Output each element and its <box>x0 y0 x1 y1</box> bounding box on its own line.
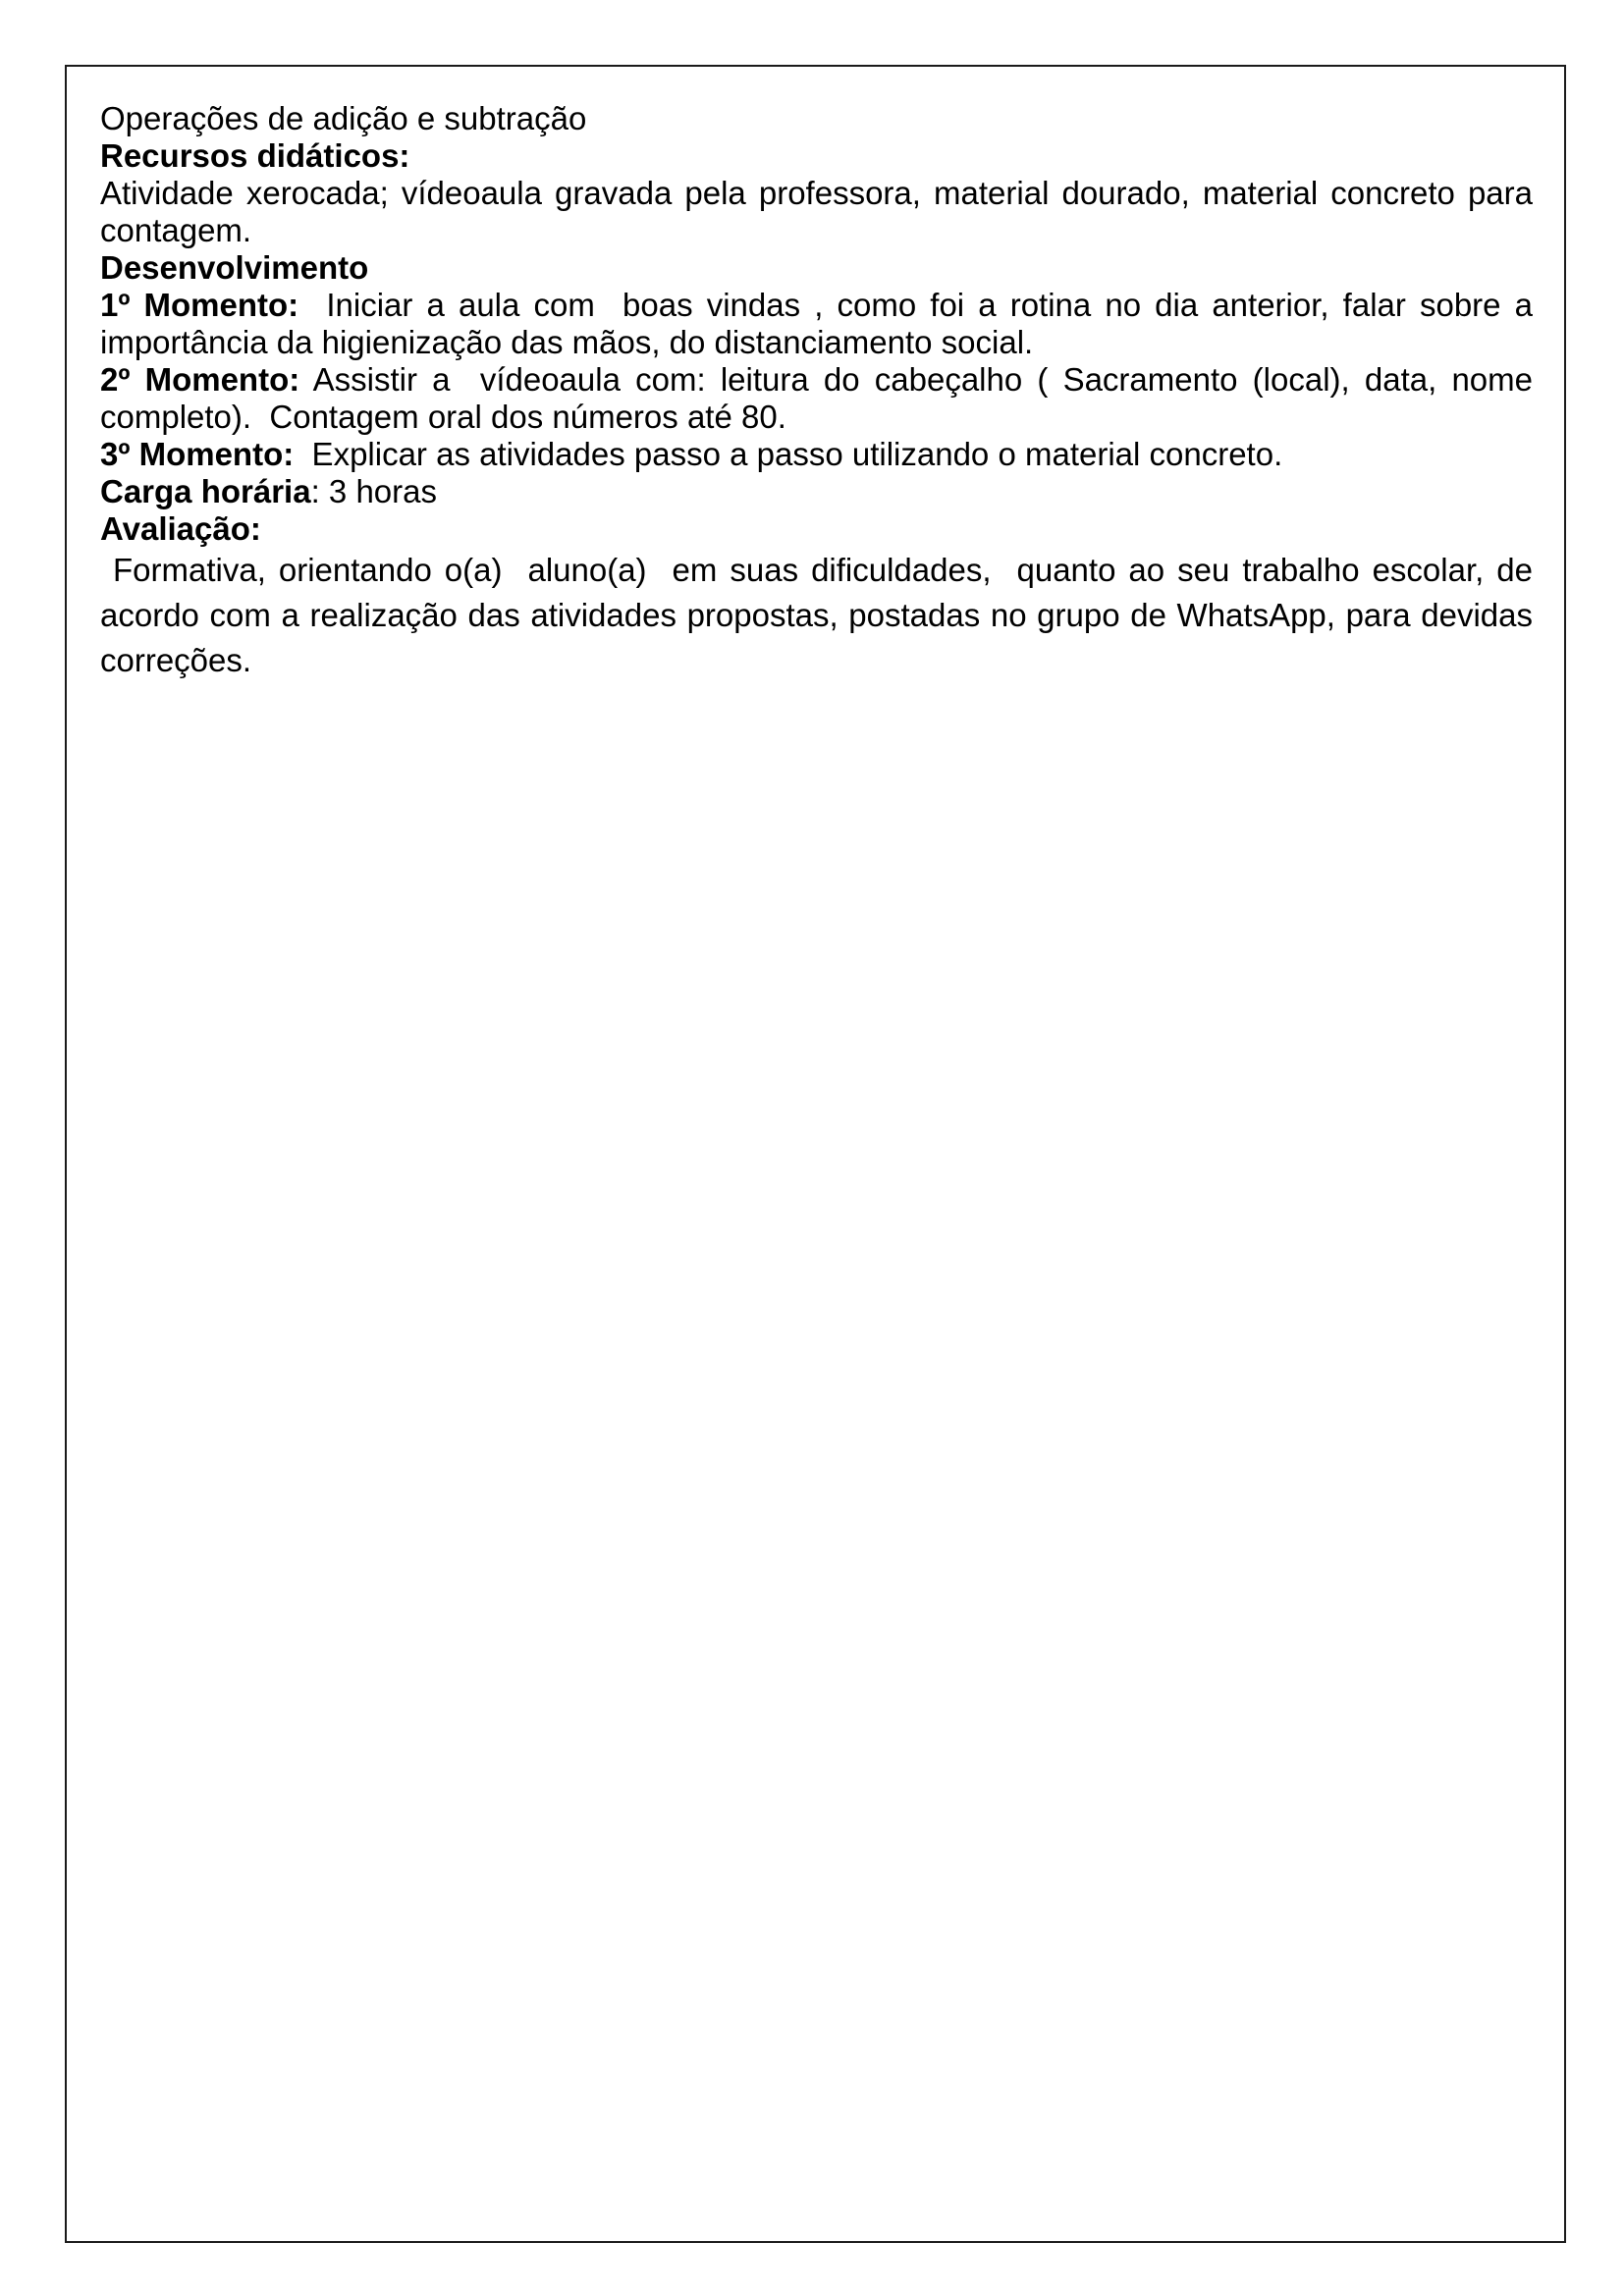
avaliacao-heading: Avaliação: <box>100 510 261 547</box>
moment-2-text: Assistir a vídeoaula com: leitura do cabeçalho ( Sacramento (local), data, nome completo). Contagem oral dos números até 80. <box>100 361 1543 435</box>
moment-2-label: 2º Momento: <box>100 361 300 398</box>
moment-1-label: 1º Momento: <box>100 287 299 323</box>
carga-horaria <box>100 473 1533 510</box>
document-body <box>100 100 1543 683</box>
moment-2 <box>100 361 1543 436</box>
moment-1-text: Iniciar a aula com boas vindas , como foi a rotina no dia anterior, falar sobre a importância da higienização das mãos, do distanciamento social. <box>100 287 1543 360</box>
recursos-text: Atividade xerocada; vídeoaula gravada pela professora, material dourado, material concreto para contagem. <box>100 175 1533 248</box>
moment-1 <box>100 287 1543 361</box>
lesson-topic: Operações de adição e subtração <box>100 100 587 136</box>
carga-horaria-label: Carga horária <box>100 473 311 509</box>
moment-3 <box>100 436 1533 473</box>
moment-3-label: 3º Momento: <box>100 436 295 472</box>
avaliacao-text: Formativa, orientando o(a) aluno(a) em suas dificuldades, quanto ao seu trabalho escolar, de acordo com a realização das atividades propostas, postadas no grupo de WhatsApp, para devidas correções. <box>100 552 1543 678</box>
desenvolvimento-heading: Desenvolvimento <box>100 249 369 286</box>
carga-horaria-value: : 3 horas <box>310 473 438 509</box>
moment-3-text: Explicar as atividades passo a passo utilizando o material concreto. <box>294 436 1283 472</box>
recursos-heading: Recursos didáticos: <box>100 137 410 174</box>
page-border <box>65 65 1566 2243</box>
